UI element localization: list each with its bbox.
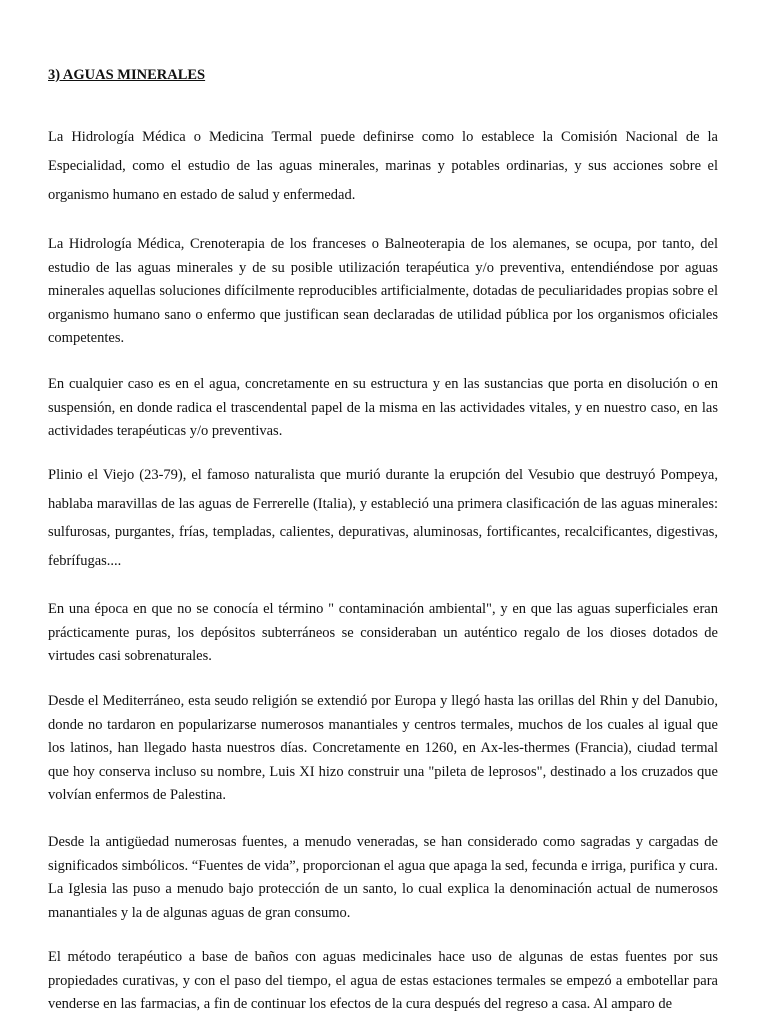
paragraph-3: En cualquier caso es en el agua, concretamente en su estructura y en las sustancias que porta en disolución o en suspensión, en donde radica el trascendental papel de la misma en las actividades vitales, y en nuestro caso, en las actividades terapéuticas y/o preventivas. [48, 376, 718, 439]
paragraph-4: Plinio el Viejo (23-79), el famoso naturalista que murió durante la erupción del Vesubio que destruyó Pompeya, hablaba maravillas de las aguas de Ferrerelle (Italia), y estableció una primera clasificación de las aguas minerales: sulfurosas, purgantes, frías, templadas, calientes, depurativas, aluminosas, fortificantes, recalcificantes, digestivas, febrífugas.... [48, 467, 718, 569]
paragraph-1: La Hidrología Médica o Medicina Termal puede definirse como lo establece la Comisión Nacional de la Especialidad, como el estudio de las aguas minerales, marinas y potables ordinarias, y sus acciones sobre el organismo humano en estado de salud y enfermedad. [48, 129, 718, 203]
paragraph-5: En una época en que no se conocía el término " contaminación ambiental", y en que las aguas superficiales eran prácticamente puras, los depósitos subterráneos se consideraban un auténtico regalo de los dioses dotados de virtudes casi sobrenaturales. [48, 601, 718, 664]
paragraph-2: La Hidrología Médica, Crenoterapia de los franceses o Balneoterapia de los alemanes, se ocupa, por tanto, del estudio de las aguas minerales y de su posible utilización terapéutica y/o preventiva, entendiéndose por aguas minerales aquellas soluciones difícilmente reproducibles artificialmente, dotadas de peculiaridades propias sobre el organismo humano sano o enfermo que justifican sean declaradas de utilidad pública por los organismos oficiales competentes. [48, 236, 718, 346]
paragraph-7: Desde la antigüedad numerosas fuentes, a menudo veneradas, se han considerado como sagradas y cargadas de significados simbólicos. “Fuentes de vida”, proporcionan el agua que apaga la sed, fecunda e irriga, purifica y cura. La Iglesia las puso a menudo bajo protección de un santo, lo cual explica la denominación actual de numerosos manantiales y la de algunas aguas de gran consumo. [48, 834, 718, 921]
paragraph-6: Desde el Mediterráneo, esta seudo religión se extendió por Europa y llegó hasta las orillas del Rhin y del Danubio, donde no tardaron en popularizarse numerosos manantiales y centros termales, muchos de los cuales al igual que los latinos, han llegado hasta nuestros días. Concretamente en 1260, en Ax-les-thermes (Francia), ciudad termal que hoy conserva incluso su nombre, Luis XI hizo construir una "pileta de leprosos", destinado a los cruzados que volvían enfermos de Palestina. [48, 693, 718, 803]
paragraph-8: El método terapéutico a base de baños con aguas medicinales hace uso de algunas de estas fuentes por sus propiedades curativas, y con el paso del tiempo, el agua de estas estaciones termales se empezó a embotellar para venderse en las farmacias, a fin de continuar los efectos de la cura después del regreso a casa. Al amparo de [48, 949, 718, 1012]
section-heading: 3) AGUAS MINERALES [48, 67, 206, 83]
